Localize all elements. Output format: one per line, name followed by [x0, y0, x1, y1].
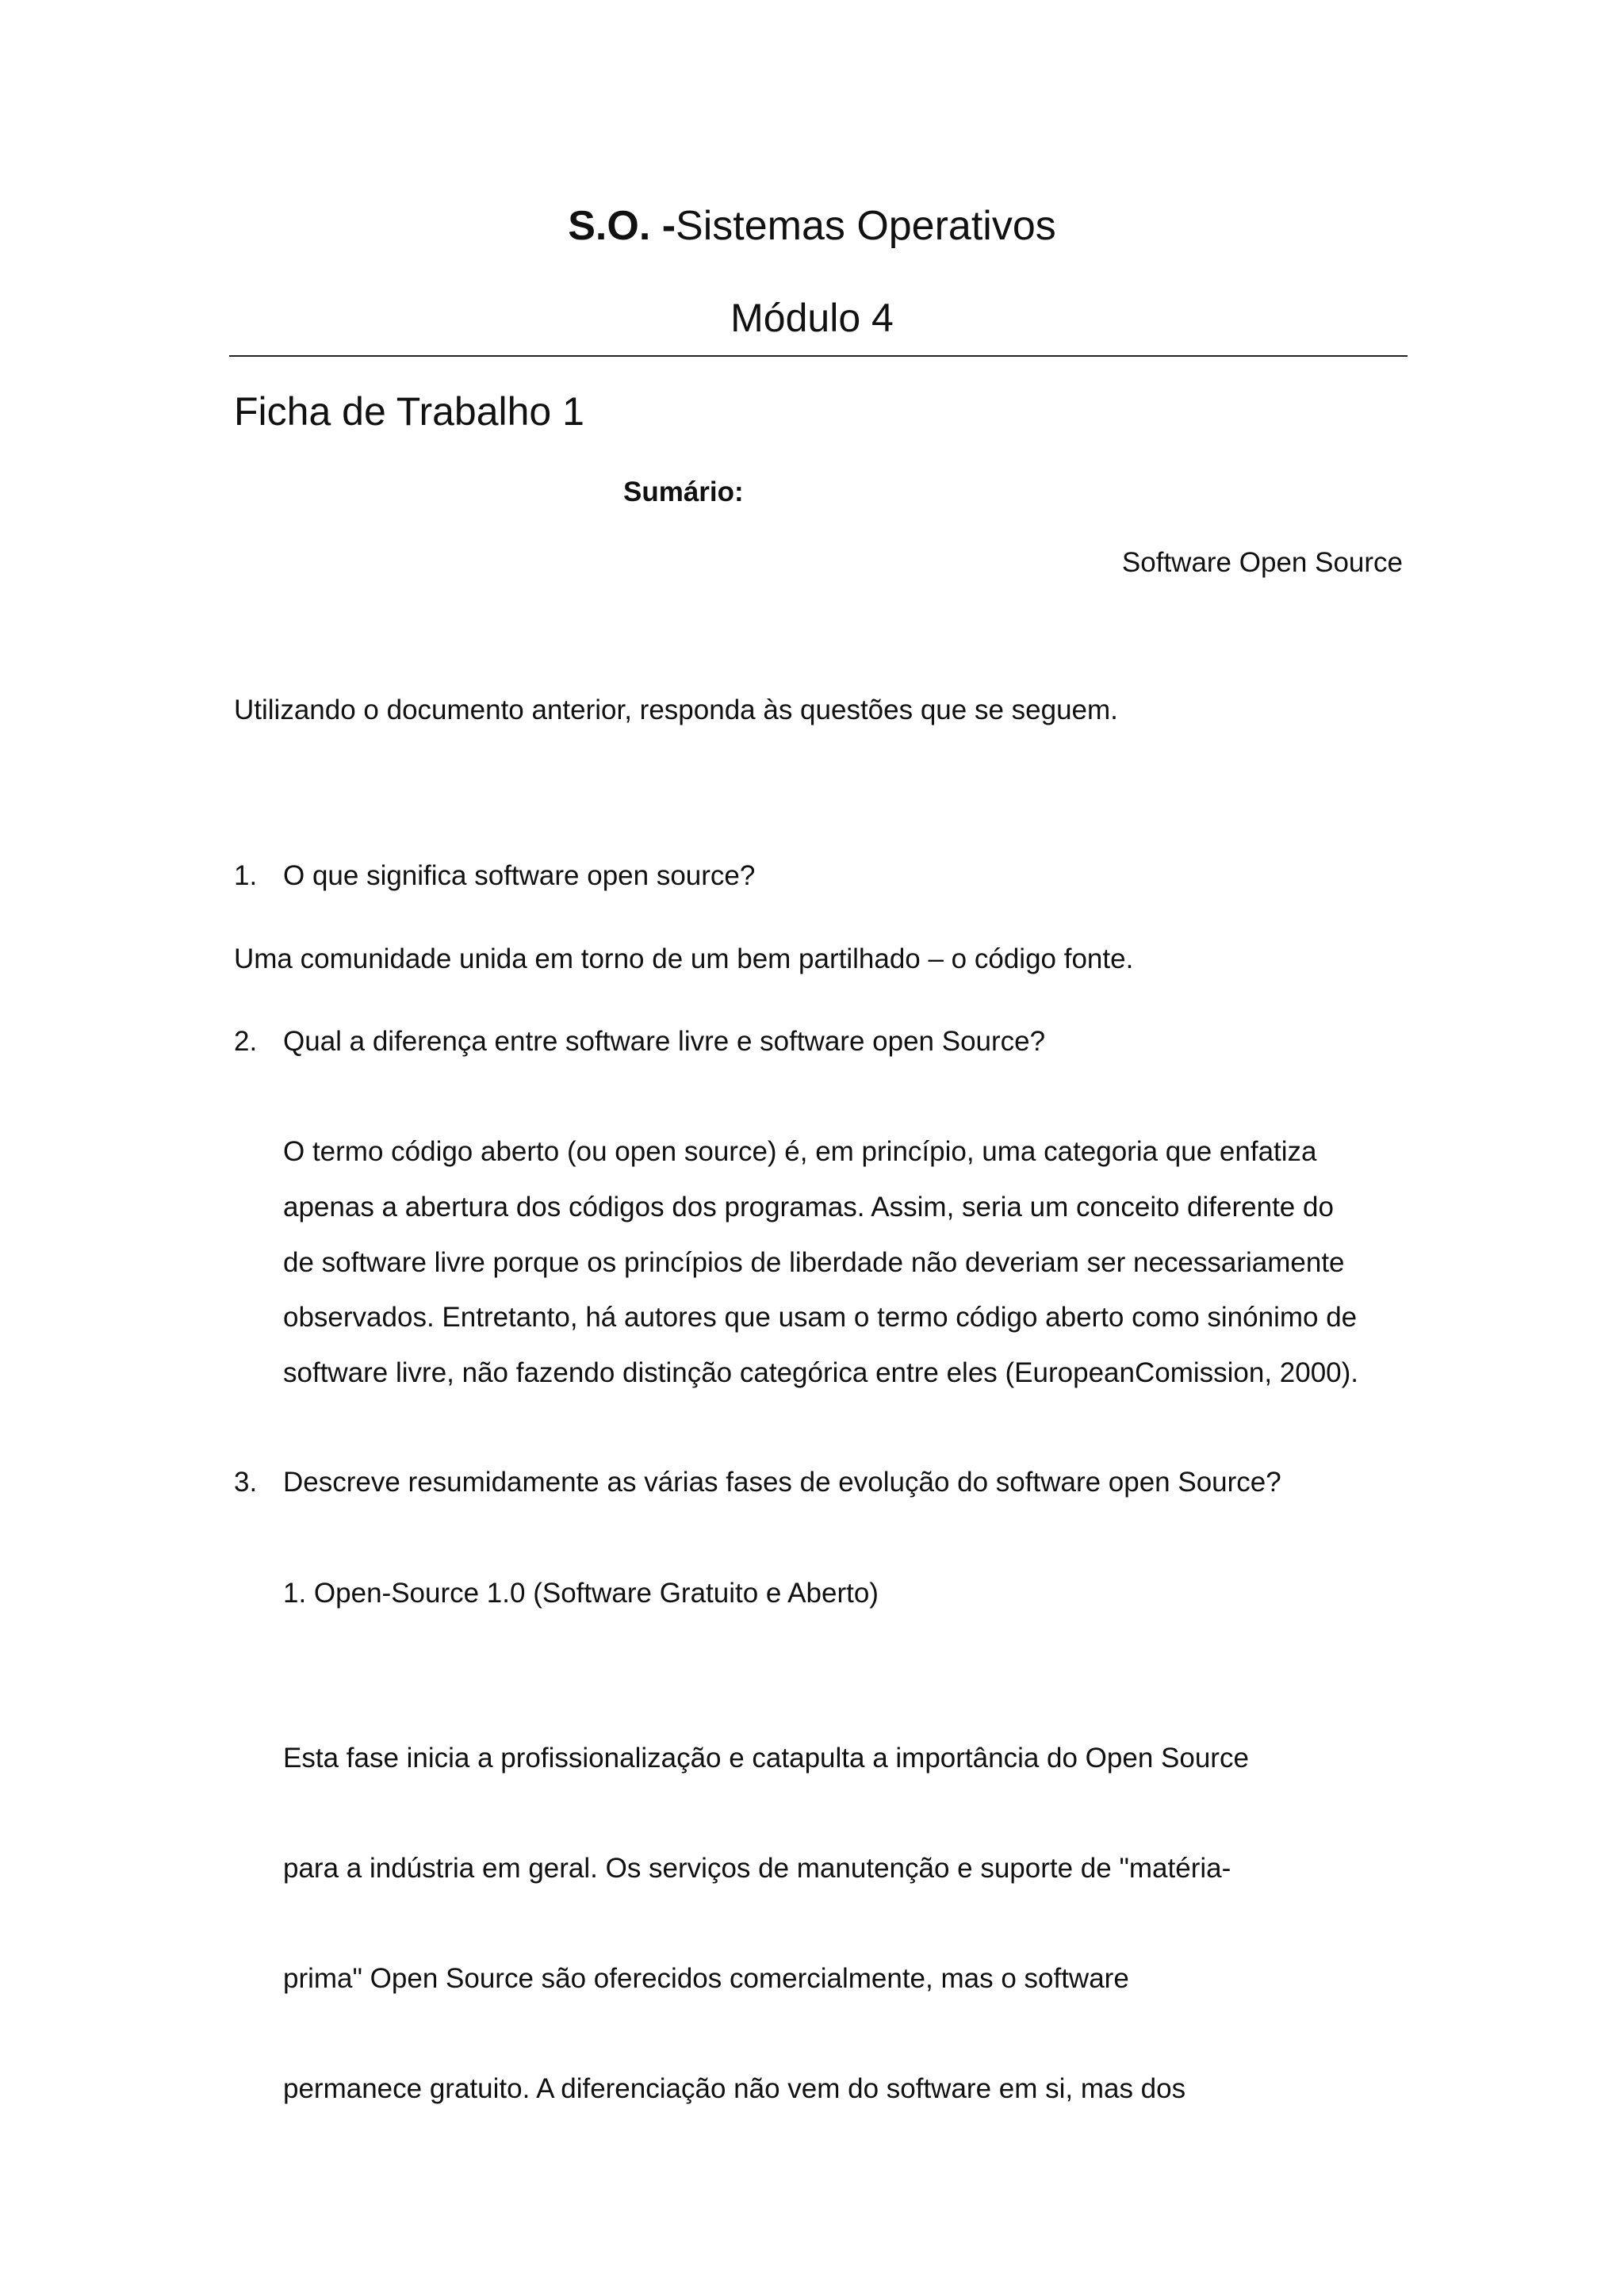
answer-3-line-4: permanece gratuito. A diferenciação não vem do software em si, mas dos — [283, 2073, 1186, 2104]
question-2-number: 2. — [234, 1026, 258, 1057]
answer-2-line-3: de software livre porque os princípios de liberdade não deveriam ser necessariamente — [283, 1247, 1345, 1278]
title-abbreviation: S.O. - — [568, 203, 676, 249]
answer-3-subheading: 1. Open-Source 1.0 (Software Gratuito e Aberto) — [283, 1578, 879, 1609]
title-subject: Sistemas Operativos — [676, 203, 1056, 249]
answer-3-line-2: para a indústria em geral. Os serviços de manutenção e suporte de "matéria- — [283, 1853, 1231, 1884]
worksheet-title: Ficha de Trabalho 1 — [234, 389, 584, 434]
question-2-text: Qual a diferença entre software livre e software open Source? — [283, 1026, 1046, 1057]
question-3-number: 3. — [234, 1467, 258, 1498]
summary-label: Sumário: — [623, 476, 744, 507]
question-1-number: 1. — [234, 860, 258, 891]
intro-text: Utilizando o documento anterior, responda às questões que se seguem. — [234, 695, 1118, 725]
answer-3-line-1: Esta fase inicia a profissionalização e catapulta a importância do Open Source — [283, 1743, 1249, 1774]
question-3-text: Descreve resumidamente as várias fases de evolução do software open Source? — [283, 1467, 1281, 1498]
summary-value: Software Open Source — [1121, 547, 1403, 578]
answer-2-line-4: observados. Entretanto, há autores que usam o termo código aberto como sinónimo de — [283, 1302, 1358, 1333]
module-label: Módulo 4 — [730, 296, 894, 340]
answer-2-line-1: O termo código aberto (ou open source) é, em princípio, uma categoria que enfatiza — [283, 1136, 1317, 1167]
answer-1-line-1: Uma comunidade unida em torno de um bem partilhado – o código fonte. — [234, 943, 1134, 974]
document-title — [0, 198, 1624, 254]
header-divider — [229, 355, 1408, 357]
question-1-text: O que significa software open source? — [283, 860, 756, 891]
answer-2-line-2: apenas a abertura dos códigos dos programas. Assim, seria um conceito diferente do — [283, 1192, 1334, 1223]
answer-2-line-5: software livre, não fazendo distinção categórica entre eles (EuropeanComission, 2000). — [283, 1357, 1359, 1388]
answer-3-line-3: prima" Open Source são oferecidos comercialmente, mas o software — [283, 1963, 1129, 1994]
